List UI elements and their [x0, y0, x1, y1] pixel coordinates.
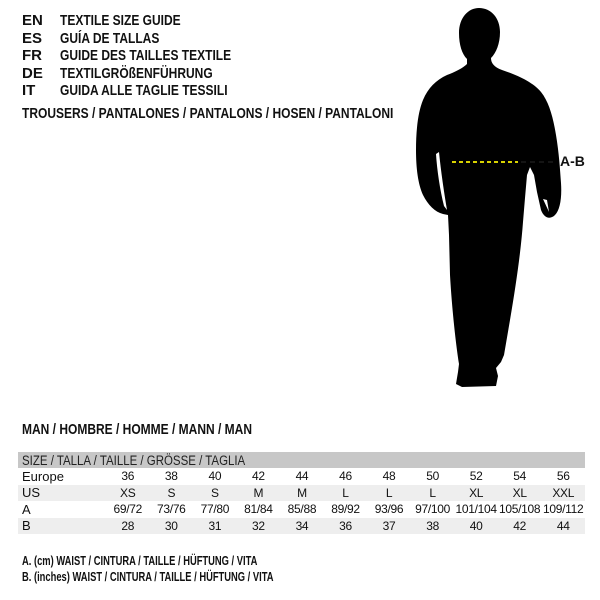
- size-value: 101/104: [455, 502, 497, 517]
- size-value: L: [385, 485, 393, 500]
- size-value: 85/88: [287, 502, 317, 517]
- size-value: 38: [164, 469, 178, 484]
- language-code: EN: [22, 12, 43, 30]
- size-table-row-a: [18, 501, 585, 518]
- language-code: IT: [22, 82, 36, 100]
- size-value: 42: [252, 469, 265, 484]
- language-title: GUIDA ALLE TAGLIE TESSILI: [60, 82, 228, 100]
- man-silhouette-shape: [416, 8, 561, 387]
- size-value: L: [429, 485, 436, 500]
- waist-measure-label: A-B: [560, 153, 585, 169]
- size-value: 52: [469, 469, 483, 484]
- language-row: [22, 82, 274, 100]
- size-table: [18, 452, 585, 534]
- size-value: 32: [252, 518, 265, 533]
- size-value: 48: [382, 469, 396, 484]
- size-value: 109/112: [543, 502, 584, 517]
- size-value: XL: [469, 485, 484, 500]
- row-label: A: [22, 501, 31, 517]
- size-value: 93/96: [374, 502, 404, 517]
- footnote-line: [22, 552, 371, 569]
- language-row: [22, 47, 274, 65]
- size-value: XL: [512, 485, 527, 500]
- size-value: 40: [208, 469, 222, 484]
- product-heading-text: TROUSERS / PANTALONES / PANTALONS / HOSEN / PANTALONI: [22, 105, 394, 122]
- size-value: 77/80: [200, 502, 230, 517]
- language-row: [22, 30, 274, 48]
- size-value: 54: [513, 469, 527, 484]
- language-row: [22, 12, 274, 30]
- size-table-row-b: [18, 518, 585, 535]
- language-title: TEXTILE SIZE GUIDE: [60, 12, 181, 30]
- size-value: 30: [164, 518, 178, 533]
- size-table-body: [18, 468, 585, 534]
- footnote-line: [22, 569, 371, 586]
- size-value: XS: [120, 485, 136, 500]
- size-value: M: [297, 485, 307, 500]
- language-title: GUÍA DE TALLAS: [60, 29, 160, 47]
- row-label: B: [22, 518, 31, 534]
- size-value: 81/84: [244, 502, 273, 517]
- section-heading: [22, 421, 309, 438]
- size-value: XXL: [552, 485, 575, 500]
- man-silhouette-figure: [408, 5, 578, 395]
- footnote-text: A. (cm) WAIST / CINTURA / TAILLE / HÜFTUNG / VITA: [22, 552, 258, 568]
- size-value: 31: [208, 518, 222, 533]
- size-value: L: [342, 485, 349, 500]
- language-code: ES: [22, 29, 43, 47]
- size-value: 50: [426, 469, 439, 484]
- footnote-text: B. (inches) WAIST / CINTURA / TAILLE / HÜFTUNG / VITA: [22, 569, 274, 585]
- measure-footnotes: [22, 552, 371, 585]
- language-row: [22, 65, 274, 83]
- size-value: 69/72: [113, 502, 143, 517]
- size-value: 56: [556, 469, 570, 484]
- size-value: 44: [556, 518, 570, 533]
- section-heading-text: MAN / HOMBRE / HOMME / MANN / MAN: [22, 421, 252, 438]
- row-label: US: [22, 485, 41, 501]
- size-value: 44: [295, 469, 309, 484]
- language-code: FR: [22, 47, 42, 65]
- size-table-header-text: SIZE / TALLA / TAILLE / GRÖSSE / TAGLIA: [22, 452, 246, 468]
- size-value: 34: [295, 518, 309, 533]
- size-value: S: [210, 485, 219, 500]
- size-value: 40: [469, 518, 483, 533]
- language-code: DE: [22, 64, 43, 82]
- size-value: 42: [513, 518, 527, 533]
- size-value: 36: [339, 518, 352, 533]
- size-value: 28: [121, 518, 135, 533]
- size-value: 36: [121, 469, 135, 484]
- size-value: 89/92: [331, 502, 360, 517]
- size-value: S: [167, 485, 176, 500]
- size-table-row-us: [18, 485, 585, 502]
- size-value: 73/76: [157, 502, 186, 517]
- size-value: 37: [382, 518, 396, 533]
- language-list: [22, 12, 274, 100]
- size-value: 105/108: [499, 502, 541, 517]
- size-table-header: [18, 452, 585, 468]
- row-label: Europe: [22, 468, 64, 484]
- size-value: 46: [339, 469, 352, 484]
- size-table-row-europe: [18, 468, 585, 485]
- size-value: 97/100: [415, 502, 451, 517]
- size-value: 38: [426, 518, 439, 533]
- language-title: GUIDE DES TAILLES TEXTILE: [60, 47, 232, 65]
- language-title: TEXTILGRÖßENFÜHRUNG: [60, 64, 213, 82]
- size-value: M: [253, 485, 264, 500]
